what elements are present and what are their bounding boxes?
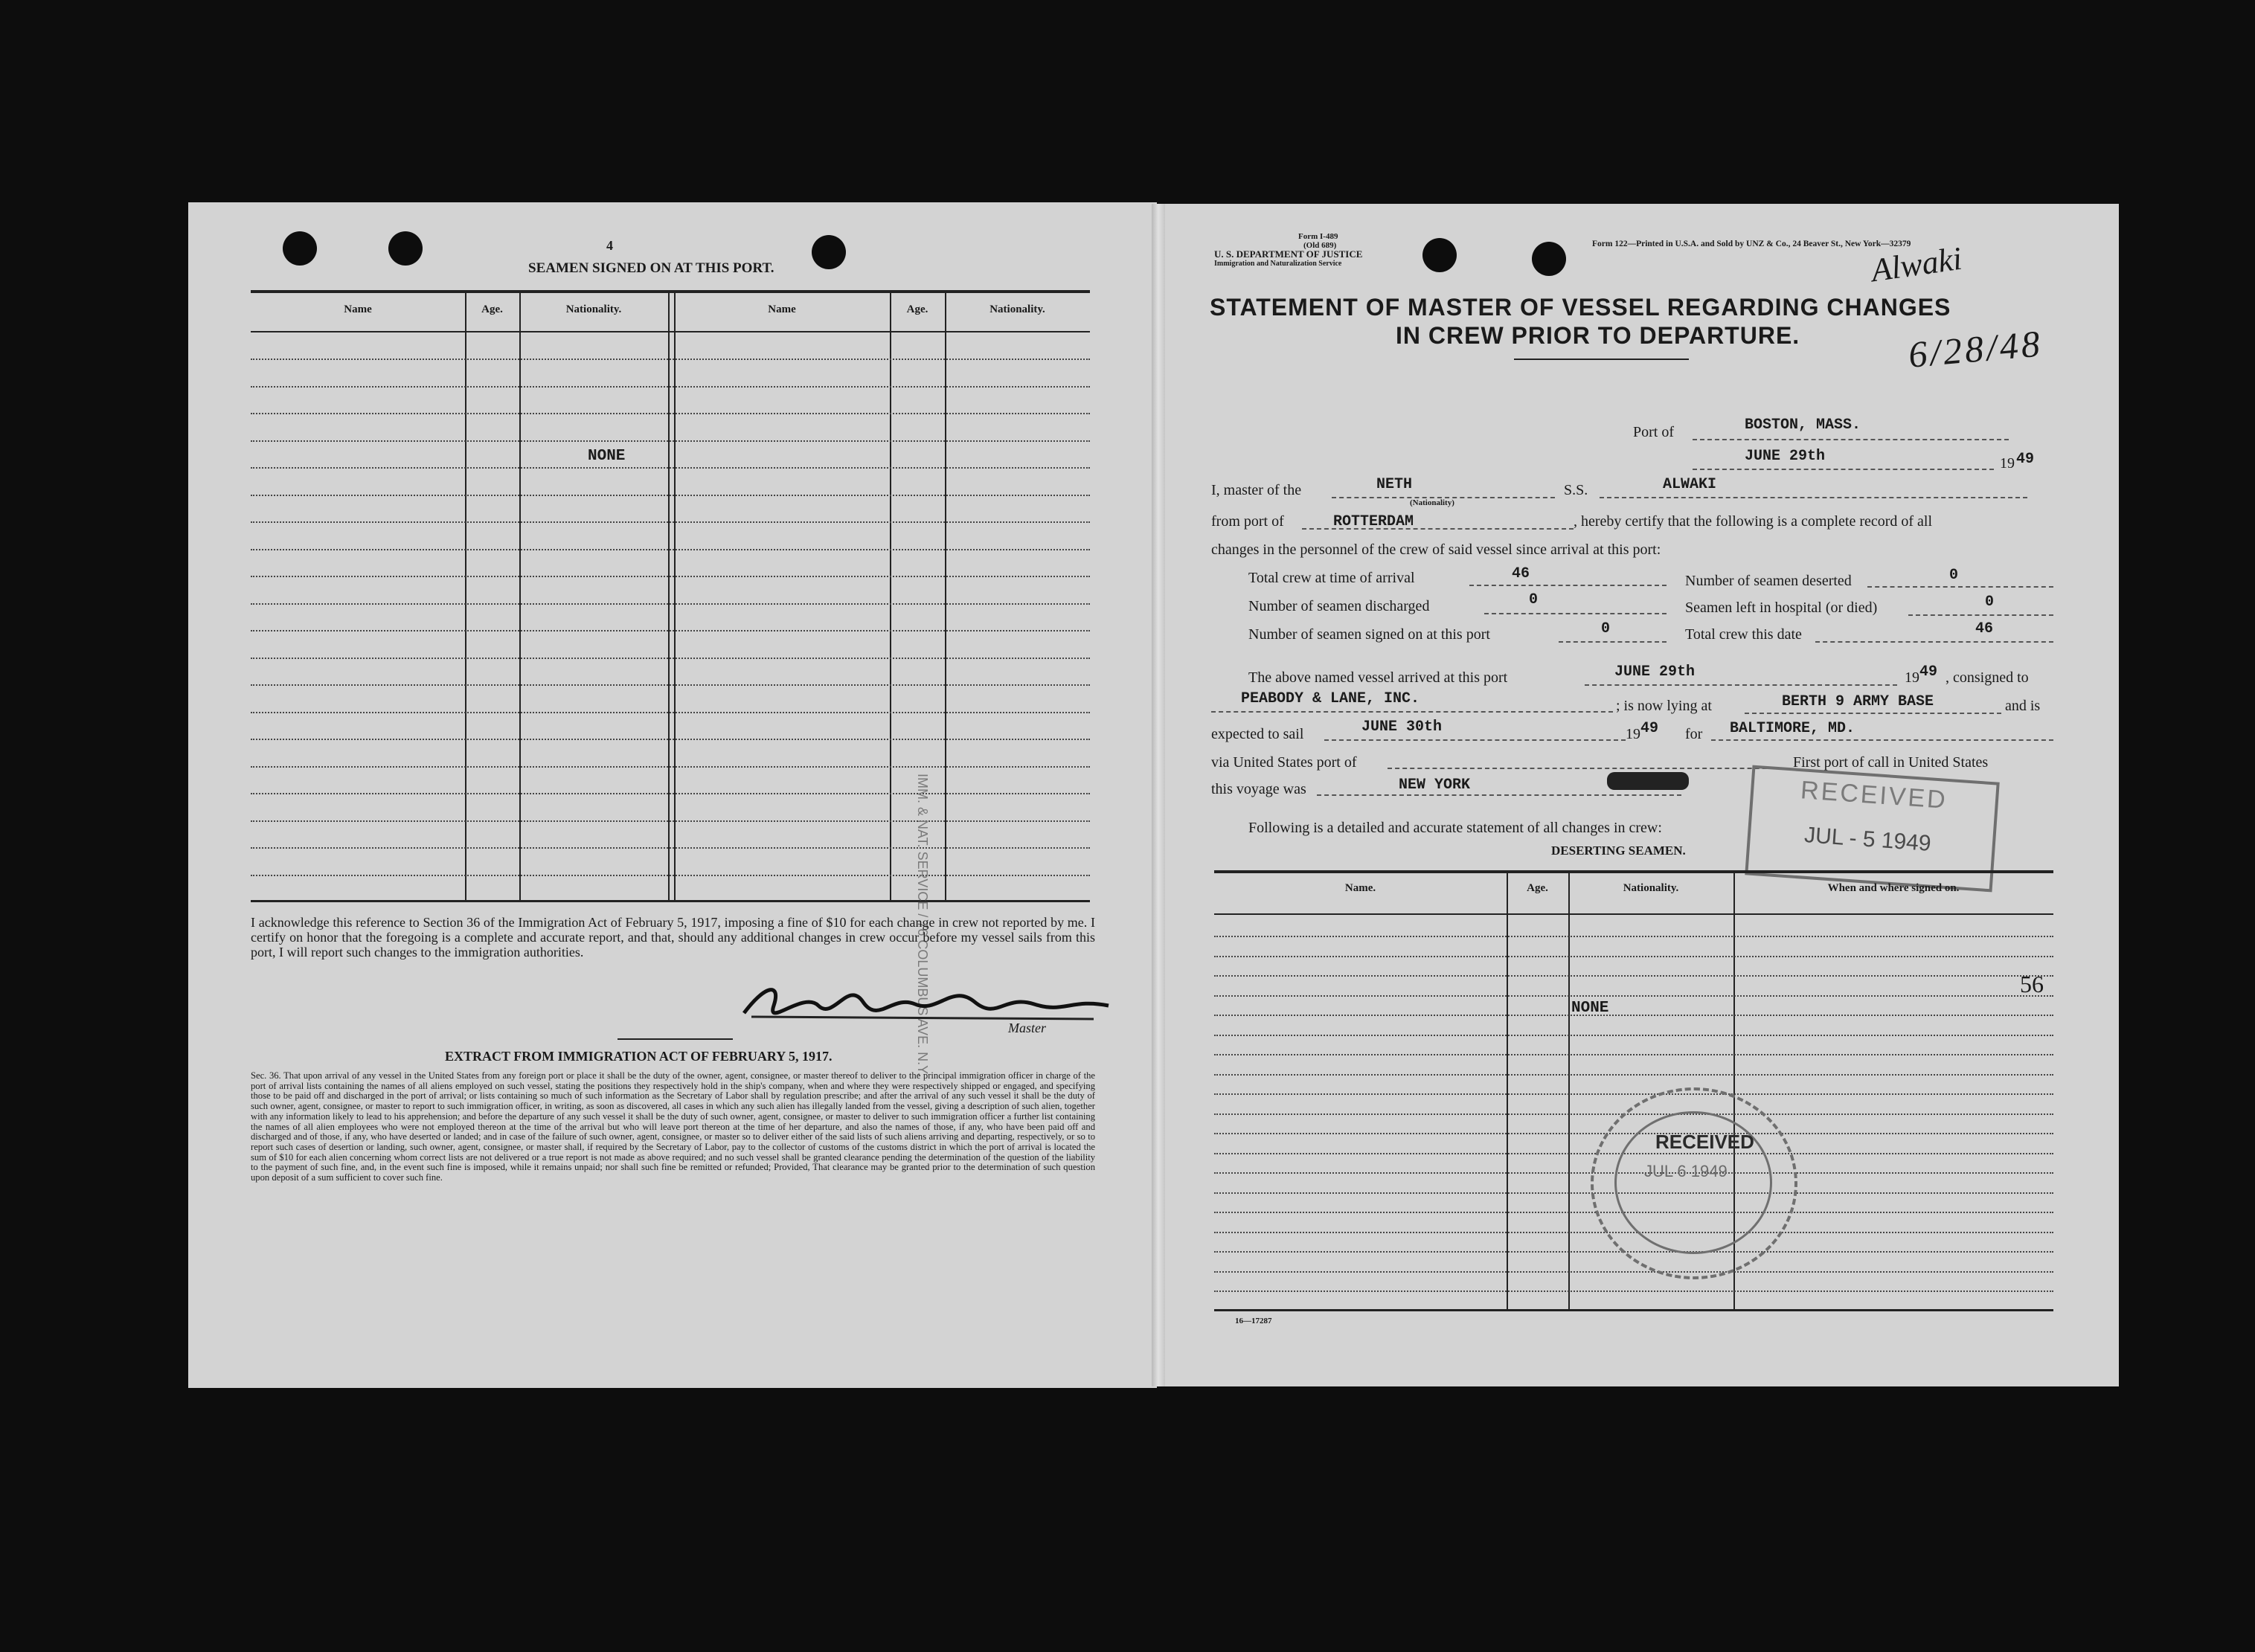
acknowledgement-text: I acknowledge this reference to Section 36 of the Immigration Act of February 5, 1917, imposing a fine of $10 for each change in crew not reported by me. I certify on honor that the foregoing is a complete and accurate report, and that, should any additional changes in crew occur before my vessel sails from this port, I will report such changes to the immigration authorities.	[251, 915, 1095, 960]
table-row	[251, 386, 1090, 388]
right-none-entry: NONE	[1571, 1000, 1609, 1017]
port-value: BOSTON, MASS.	[1745, 417, 1861, 434]
table-bottom-rule	[251, 900, 1090, 902]
lying-label: ; is now lying at	[1616, 698, 1712, 714]
signed-on-value: 0	[1601, 620, 1611, 637]
left-page	[188, 202, 1157, 1388]
desert-bottom-rule	[1214, 1309, 2053, 1311]
master-label: Master	[1008, 1021, 1046, 1035]
table-row	[1214, 1054, 2053, 1055]
following-text: Following is a detailed and accurate statement of all changes in crew:	[1248, 820, 1662, 836]
table-row	[1214, 1015, 2053, 1016]
via-line	[1388, 768, 1789, 769]
table-row	[251, 413, 1090, 414]
vessel-value: ALWAKI	[1663, 476, 1717, 493]
table-row	[1214, 1271, 2053, 1273]
col-signed-on: When and where signed on.	[1827, 882, 1960, 894]
col-nationality: Nationality.	[1623, 882, 1679, 894]
stat-line	[1867, 586, 2053, 588]
round-stamp-title: RECEIVED	[1655, 1131, 1754, 1153]
year-prefix: 19	[2000, 455, 2015, 472]
changes-text: changes in the personnel of the crew of said vessel since arrival at this port:	[1211, 541, 1661, 558]
expected-year: 49	[1640, 720, 1659, 737]
master-signature	[737, 976, 1116, 1028]
redaction-blot	[1607, 772, 1689, 790]
arrived-year-prefix: 19	[1905, 669, 1919, 686]
printer-line: Form 122—Printed in U.S.A. and Sold by UNZ & Co., 24 Beaver St., New York—32379	[1592, 240, 1911, 248]
table-header-rule	[251, 331, 1090, 332]
col-divider	[945, 292, 946, 900]
col-nationality: Nationality.	[989, 303, 1045, 315]
port-line	[1693, 439, 2009, 440]
extract-title: EXTRACT FROM IMMIGRATION ACT OF FEBRUARY 5, 1917.	[445, 1049, 833, 1064]
master-of-label: I, master of the	[1211, 482, 1302, 498]
table-row	[251, 440, 1090, 442]
punch-hole	[283, 231, 317, 266]
total-arrival-label: Total crew at time of arrival	[1248, 570, 1415, 586]
table-row	[251, 495, 1090, 496]
table-row	[1214, 1035, 2053, 1036]
table-row	[251, 739, 1090, 740]
nationality-caption: (Nationality)	[1410, 498, 1454, 507]
destination-line	[1711, 739, 2053, 741]
table-row	[1214, 936, 2053, 937]
table-row	[251, 603, 1090, 605]
left-none-entry: NONE	[588, 448, 626, 465]
deserted-label: Number of seamen deserted	[1685, 573, 1852, 589]
vessel-line	[1600, 497, 2027, 498]
expected-year-prefix: 19	[1626, 726, 1640, 742]
form-id: Form I-489	[1298, 232, 1338, 241]
title-rule	[1514, 359, 1689, 360]
table-row	[251, 658, 1090, 659]
punch-hole	[388, 231, 423, 266]
handwritten-date: 6/28/48	[1906, 322, 2044, 376]
extract-text: Sec. 36. That upon arrival of any vessel in the United States from any foreign port or place it shall be the duty of the owner, agent, consignee, or master thereof to deliver to the principal immigration officer in charge of the port of arrival lists containing the names of all aliens employed on such vessel, stating the positions they respectively hold in the ship's company, when and where they were respectively shipped or engaged, and specifying those to be paid off and discharged in the port of arrival; or lists containing so much of such information as the Secretary of Labor shall by regulation prescribe; and after the arrival of any such vessel it shall be the duty of such owner, agent, consignee, or master to report to such immigration officer, in writing, as soon as discovered, all cases in which any such alien has illegally landed from the vessel, giving a description of such alien, together with any information likely to lead to his apprehension; and before the departure of any such vessel it shall be the duty of such owner, agent, consignee, or master to deliver to such immigration officer a further list containing the names of all alien employees who were not employed thereon at the time of the arrival but who will leave port thereon at the time of her departure, and also the names of those, if any, who have been paid off and discharged and of those, if any, who have deserted or landed; and in case of the failure of such owner, agent, consignee, or master so to deliver either of the said lists of such aliens arriving and departing, respectively, or so to report such cases of desertion or landing, such owner, agent, consignee, or master shall, if required by the Secretary of Labor, pay to the collector of customs of the customs district in which the port of arrival is located the sum of $10 for each alien concerning whom correct lists are not delivered or a true report is not made as above required; and no such vessel shall be granted clearance pending the determination of the question of the liability to the payment of such fine, and, in the event such fine is imposed, while it remains unpaid; nor shall such fine be remitted or refunded; Provided, That clearance may be granted prior to the determination of such question upon deposit of a sum sufficient to cover such fine.	[251, 1070, 1095, 1183]
table-row	[251, 359, 1090, 360]
arrived-line	[1585, 684, 1897, 686]
discharged-value: 0	[1529, 591, 1539, 608]
table-row	[1214, 995, 2053, 997]
vertical-stamp: IMM. & NAT. SERVICE / 76 COLUMBUS AVE. N.Y.	[915, 774, 930, 1076]
col-age: Age.	[1527, 882, 1548, 894]
discharged-label: Number of seamen discharged	[1248, 598, 1430, 614]
table-row	[251, 630, 1090, 631]
stat-line	[1908, 614, 2053, 616]
signed-on-label: Number of seamen signed on at this port	[1248, 626, 1490, 643]
round-stamp-date: JUL 6 1949	[1644, 1162, 1728, 1180]
table-row	[1214, 975, 2053, 977]
destination-value: BALTIMORE, MD.	[1730, 720, 1855, 737]
deserting-title: DESERTING SEAMEN.	[1551, 843, 1686, 858]
voyage-label: this voyage was	[1211, 781, 1306, 797]
year-value: 49	[2016, 451, 2035, 468]
certify-text: , hereby certify that the following is a complete record of all	[1574, 513, 1933, 530]
arrived-year: 49	[1919, 663, 1938, 681]
punch-hole	[1532, 242, 1566, 276]
expected-line	[1324, 739, 1626, 741]
table-row	[251, 549, 1090, 550]
table-row	[251, 467, 1090, 469]
consignee-value: PEABODY & LANE, INC.	[1241, 690, 1420, 707]
port-label: Port of	[1633, 424, 1674, 440]
form-title-1: STATEMENT OF MASTER OF VESSEL REGARDING CHANGES	[1210, 294, 1951, 321]
table-row	[1214, 1093, 2053, 1095]
form-title-2: IN CREW PRIOR TO DEPARTURE.	[1396, 322, 1800, 349]
stat-line	[1469, 585, 1667, 586]
col-name: Name.	[1344, 882, 1376, 894]
table-row	[251, 847, 1090, 849]
consigned-label: , consigned to	[1946, 669, 2029, 686]
via-label: via United States port of	[1211, 754, 1357, 771]
hospital-label: Seamen left in hospital (or died)	[1685, 600, 1878, 616]
col-age: Age.	[906, 303, 928, 315]
punch-hole	[1422, 238, 1457, 272]
table-row	[251, 875, 1090, 876]
table-row	[251, 766, 1090, 768]
total-date-label: Total crew this date	[1685, 626, 1802, 643]
table-row	[251, 521, 1090, 523]
table-row	[251, 820, 1090, 822]
desert-top-rule	[1214, 870, 2053, 873]
col-divider	[1568, 872, 1570, 1309]
and-is-label: and is	[2005, 698, 2041, 714]
nationality-value: NETH	[1376, 476, 1413, 493]
stat-line	[1559, 641, 1667, 643]
lying-value: BERTH 9 ARMY BASE	[1782, 693, 1934, 710]
desert-header-rule	[1214, 913, 2053, 915]
handwritten-vessel: Alwaki	[1869, 240, 1965, 289]
consignee-line	[1211, 711, 1613, 713]
table-row	[251, 793, 1090, 794]
arrived-label: The above named vessel arrived at this port	[1248, 669, 1508, 686]
voyage-line	[1317, 794, 1681, 796]
received-stamp-date: JUL - 5 1949	[1803, 823, 1932, 856]
table-row	[1214, 956, 2053, 957]
from-port-line	[1302, 528, 1574, 530]
col-name: Name	[768, 303, 796, 315]
footer-code: 16—17287	[1235, 1317, 1272, 1325]
form-old: (Old 689)	[1303, 241, 1337, 250]
col-divider-center	[674, 292, 676, 900]
table-top-rule	[251, 290, 1090, 293]
expected-value: JUNE 30th	[1361, 719, 1443, 736]
col-nationality: Nationality.	[565, 303, 622, 315]
stat-line	[1484, 613, 1667, 614]
col-divider	[519, 292, 521, 900]
table-row	[1214, 1074, 2053, 1076]
voyage-value: NEW YORK	[1399, 777, 1471, 794]
hospital-value: 0	[1985, 594, 1995, 611]
deserted-value: 0	[1949, 567, 1959, 584]
received-stamp-title: RECEIVED	[1799, 776, 1948, 814]
stat-line	[1815, 641, 2053, 643]
ss-label: S.S.	[1564, 482, 1588, 498]
department: U. S. DEPARTMENT OF JUSTICE	[1214, 248, 1363, 260]
expected-label: expected to sail	[1211, 726, 1304, 742]
page-fold	[1152, 204, 1165, 1386]
total-arrival-value: 46	[1512, 565, 1530, 582]
col-divider	[668, 292, 670, 900]
arrived-value: JUNE 29th	[1614, 663, 1696, 681]
table-row	[251, 684, 1090, 686]
from-port-label: from port of	[1211, 513, 1284, 530]
col-name: Name	[344, 303, 372, 315]
table-row	[1214, 1291, 2053, 1292]
first-port-label: First port of call in United States	[1793, 754, 1989, 771]
from-port-value: ROTTERDAM	[1333, 513, 1414, 530]
lying-line	[1745, 713, 2001, 714]
col-age: Age.	[481, 303, 503, 315]
page-number: 4	[606, 238, 613, 253]
for-label: for	[1685, 726, 1703, 742]
col-divider	[890, 292, 891, 900]
table-row	[251, 712, 1090, 713]
date-line	[1693, 469, 1994, 470]
section-title: SEAMEN SIGNED ON AT THIS PORT.	[528, 260, 774, 276]
page-no: 56	[2020, 971, 2044, 997]
service: Immigration and Naturalization Service	[1214, 260, 1342, 268]
punch-hole	[812, 235, 846, 269]
extract-rule	[618, 1038, 733, 1040]
col-divider	[465, 292, 466, 900]
col-divider	[1507, 872, 1508, 1309]
date-value: JUNE 29th	[1745, 448, 1826, 465]
total-date-value: 46	[1975, 620, 1994, 637]
table-row	[251, 576, 1090, 577]
